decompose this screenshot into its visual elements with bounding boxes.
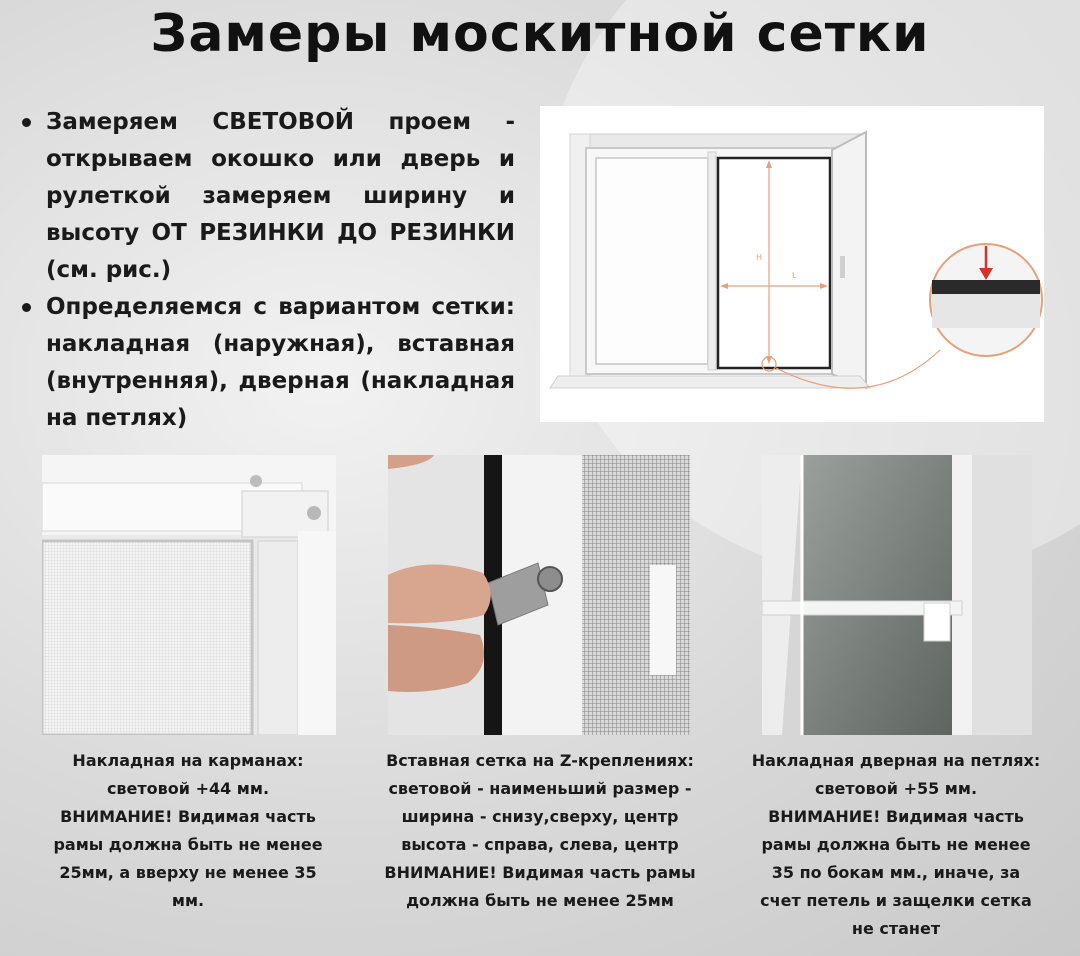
caption-line: световой +44 мм. bbox=[106, 779, 270, 798]
caption-line: ВНИМАНИЕ! Видимая часть bbox=[768, 807, 1024, 826]
window-diagram bbox=[540, 106, 1044, 422]
caption-line: Накладная на карманах: bbox=[72, 751, 304, 770]
caption-line: Накладная дверная на петлях: bbox=[751, 751, 1041, 770]
height-label: H bbox=[756, 253, 763, 262]
caption-line: высота - справа, слева, центр bbox=[401, 835, 679, 854]
photo-door-hinges bbox=[762, 455, 1032, 735]
caption-line: 25мм, а вверху не менее 35 bbox=[59, 863, 317, 882]
caption-line: не станет bbox=[851, 919, 941, 938]
caption-insert-z-mount bbox=[356, 747, 724, 915]
caption-line: должна быть не менее 25мм bbox=[406, 891, 674, 910]
bullet-choose-type: Определяемся с вариантом сетки: накладная (наружная), вставная (внутренняя), дверная (накладная на петлях) bbox=[20, 289, 515, 437]
caption-line: Вставная сетка на Z-креплениях: bbox=[386, 751, 694, 770]
caption-line: световой +55 мм. bbox=[814, 779, 978, 798]
bullet-list bbox=[20, 104, 515, 437]
page-title: Замеры москитной сетки bbox=[150, 4, 930, 64]
caption-door-hinges bbox=[724, 747, 1068, 943]
caption-line: мм. bbox=[171, 891, 205, 910]
caption-overlay-pockets bbox=[20, 747, 356, 915]
caption-line: счет петель и защелки сетка bbox=[760, 891, 1032, 910]
caption-line: световой - наименьший размер - bbox=[388, 779, 692, 798]
handle-icon bbox=[840, 256, 845, 278]
caption-line: 35 по бокам мм., иначе, за bbox=[771, 863, 1021, 882]
caption-line: ВНИМАНИЕ! Видимая часть bbox=[60, 807, 316, 826]
width-label: L bbox=[792, 271, 797, 280]
photo-insert-z-mount bbox=[388, 455, 690, 735]
photo-overlay-pockets bbox=[42, 455, 336, 735]
caption-line: ВНИМАНИЕ! Видимая часть рамы bbox=[384, 863, 696, 882]
bullet-measure: Замеряем СВЕТОВОЙ проем - открываем окошко или дверь и рулеткой замеряем ширину и высоту ОТ РЕЗИНКИ ДО РЕЗИНКИ (см. рис.) bbox=[20, 104, 515, 289]
caption-line: рамы должна быть не менее bbox=[761, 835, 1031, 854]
caption-line: ширина - снизу,сверху, центр bbox=[401, 807, 679, 826]
caption-line: рамы должна быть не менее bbox=[53, 835, 323, 854]
window-diagram-svg bbox=[540, 106, 1044, 422]
